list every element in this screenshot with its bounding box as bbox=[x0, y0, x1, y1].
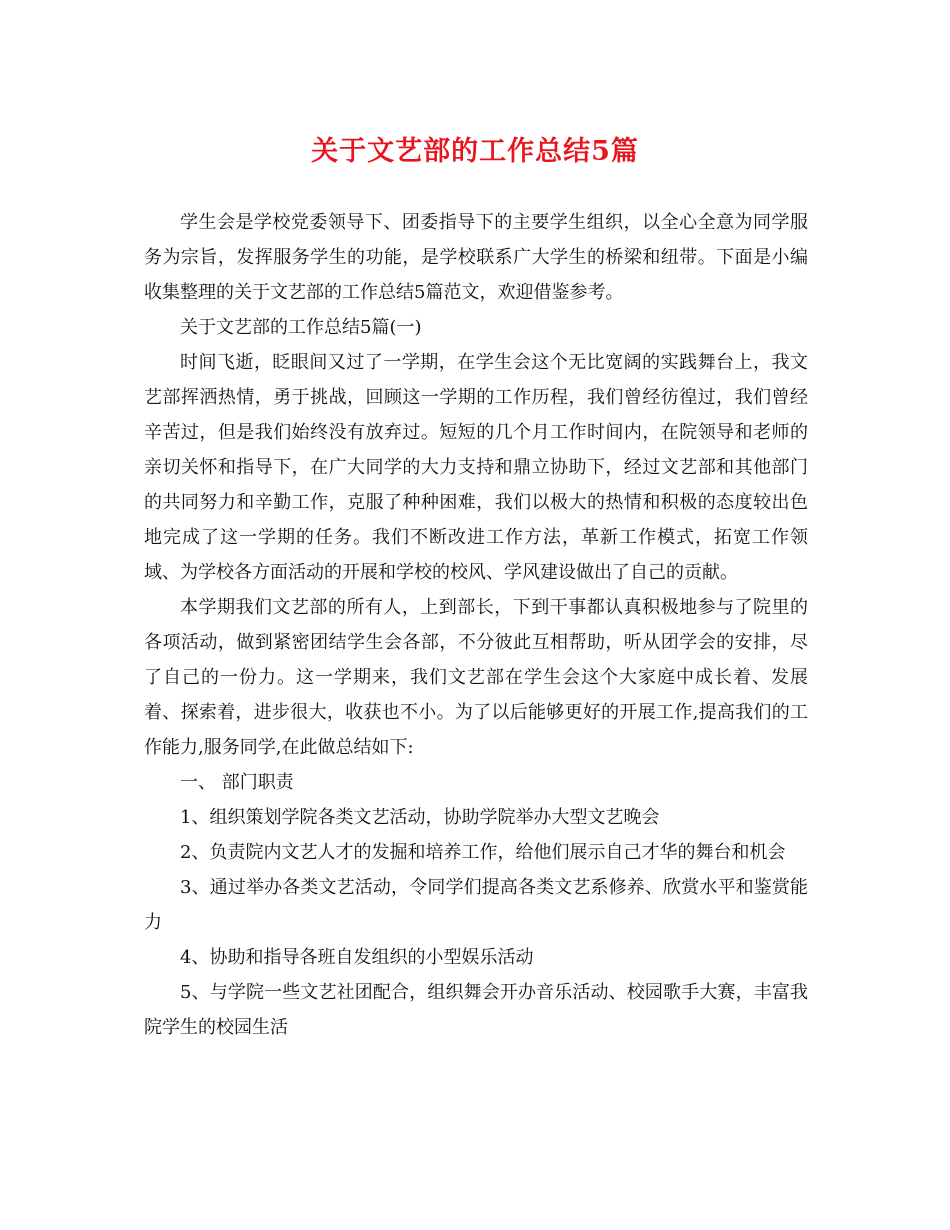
list-item: 3、通过举办各类文艺活动，令同学们提高各类文艺系修养、欣赏水平和鉴赏能力 bbox=[144, 877, 808, 933]
list-item: 1、组织策划学院各类文艺活动，协助学院举办大型文艺晚会 bbox=[180, 807, 660, 828]
body-paragraph: 时间飞逝，眨眼间又过了一学期，在学生会这个无比宽阔的实践舞台上，我文艺部挥洒热情，勇于挑战，回顾这一学期的工作历程，我们曾经彷徨过，我们曾经辛苦过，但是我们始终没有放弃过。短短的几个月工作时间内，在院领导和老师的亲切关怀和指导下，在广大同学的大力支持和鼎立协助下，经过文艺部和其他部门的共同努力和辛勤工作，克服了种种困难，我们以极大的热情和积极的态度较出色地完成了这一学期的任务。我们不断改进工作方法，革新工作模式，拓宽工作领域、为学校各方面活动的开展和学校的校风、学风建设做出了自己的贡献。 bbox=[144, 352, 808, 583]
intro-paragraph: 学生会是学校党委领导下、团委指导下的主要学生组织，以全心全意为同学服务为宗旨，发挥服务学生的功能，是学校联系广大学生的桥梁和纽带。下面是小编收集整理的关于文艺部的工作总结5篇范文，欢迎借鉴参考。 bbox=[144, 212, 808, 303]
list-item: 4、协助和指导各班自发组织的小型娱乐活动 bbox=[180, 947, 534, 968]
list-item: 2、负责院内文艺人才的发掘和培养工作，给他们展示自己才华的舞台和机会 bbox=[180, 842, 786, 863]
section-heading: 关于文艺部的工作总结5篇(一) bbox=[180, 317, 422, 338]
list-item: 5、与学院一些文艺社团配合，组织舞会开办音乐活动、校园歌手大赛，丰富我院学生的校园生活 bbox=[144, 982, 808, 1038]
subsection-heading: 一、 部门职责 bbox=[180, 772, 294, 793]
document-body bbox=[144, 205, 808, 1045]
body-paragraph: 本学期我们文艺部的所有人，上到部长，下到干事都认真积极地参与了院里的各项活动，做到紧密团结学生会各部，不分彼此互相帮助，听从团学会的安排，尽了自己的一份力。这一学期来，我们文艺部在学生会这个大家庭中成长着、发展着、探索着，进步很大，收获也不小。为了以后能够更好的开展工作,提高我们的工作能力,服务同学,在此做总结如下: bbox=[144, 597, 808, 758]
document-title: 关于文艺部的工作总结5篇 bbox=[311, 136, 639, 167]
